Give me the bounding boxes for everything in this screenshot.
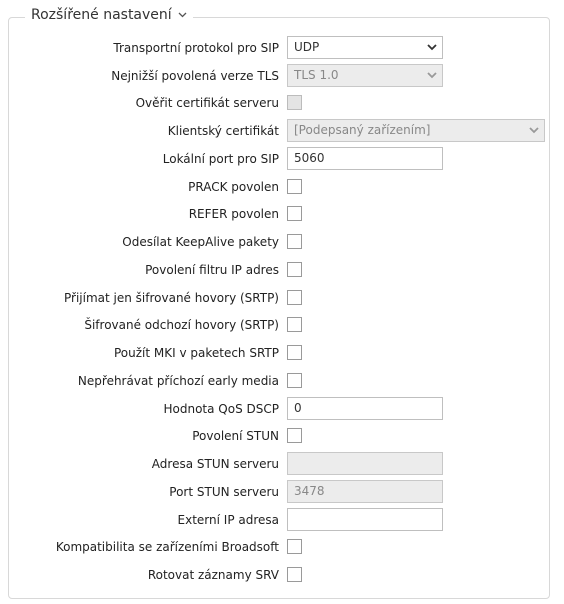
srv-rotate-label: Rotovat záznamy SRV: [147, 568, 279, 582]
row-srv-rotate: [0, 563, 564, 587]
client-cert-label: Klientský certifikát: [167, 124, 279, 138]
early-media-label: Nepřehrávat příchozí early media: [77, 374, 279, 388]
ip-filter-checkbox[interactable]: [287, 262, 302, 277]
ip-filter-label: Povolení filtru IP adres: [145, 263, 279, 277]
chevron-down-icon: [529, 126, 539, 134]
mki-label: Použít MKI v paketech SRTP: [113, 346, 279, 360]
tls-min-value: TLS 1.0: [294, 68, 339, 82]
ext-ip-input[interactable]: [287, 508, 443, 531]
transport-value: UDP: [294, 40, 320, 54]
verify-cert-label: Ověřit certifikát serveru: [135, 96, 279, 110]
chevron-down-icon: [178, 10, 187, 21]
row-verify-cert: [0, 91, 564, 115]
row-mki: [0, 341, 564, 365]
row-stun-addr: [0, 452, 564, 476]
row-srtp-only: [0, 286, 564, 310]
broadsoft-label: Kompatibilita se zařízeními Broadsoft: [55, 540, 279, 554]
stun-addr-input[interactable]: [287, 452, 443, 475]
row-local-port: [0, 147, 564, 171]
chevron-down-icon: [427, 43, 437, 51]
row-ext-ip: [0, 508, 564, 532]
refer-checkbox[interactable]: [287, 206, 302, 221]
stun-addr-label: Adresa STUN serveru: [151, 457, 279, 471]
row-transport: [0, 36, 564, 60]
client-cert-select[interactable]: [287, 119, 545, 142]
local-port-label: Lokální port pro SIP: [162, 152, 279, 166]
row-keepalive: [0, 230, 564, 254]
row-refer: [0, 202, 564, 226]
row-early-media: [0, 369, 564, 393]
row-broadsoft: [0, 535, 564, 559]
client-cert-value: [Podepsaný zařízením]: [294, 123, 431, 137]
section-header[interactable]: [25, 7, 193, 23]
row-prack: [0, 175, 564, 199]
local-port-value: 5060: [294, 151, 325, 165]
local-port-input[interactable]: [287, 147, 443, 170]
qos-input[interactable]: [287, 397, 443, 420]
qos-label: Hodnota QoS DSCP: [163, 402, 279, 416]
stun-port-label: Port STUN serveru: [169, 485, 279, 499]
chevron-down-icon: [427, 71, 437, 79]
refer-label: REFER povolen: [188, 207, 279, 221]
qos-value: 0: [294, 401, 302, 415]
row-client-cert: [0, 119, 564, 143]
srtp-out-label: Šifrované odchozí hovory (SRTP): [84, 318, 279, 332]
srv-rotate-checkbox[interactable]: [287, 567, 302, 582]
stun-enable-label: Povolení STUN: [192, 429, 279, 443]
srtp-only-checkbox[interactable]: [287, 290, 302, 305]
row-tls-min: [0, 64, 564, 88]
transport-label: Transportní protokol pro SIP: [113, 41, 279, 55]
row-ip-filter: [0, 258, 564, 282]
srtp-out-checkbox[interactable]: [287, 317, 302, 332]
transport-select[interactable]: [287, 36, 443, 59]
mki-checkbox[interactable]: [287, 345, 302, 360]
ext-ip-label: Externí IP adresa: [177, 513, 279, 527]
row-stun-enable: [0, 424, 564, 448]
tls-min-select[interactable]: [287, 64, 443, 87]
broadsoft-checkbox[interactable]: [287, 539, 302, 554]
tls-min-label: Nejnižší povolená verze TLS: [111, 69, 279, 83]
early-media-checkbox[interactable]: [287, 373, 302, 388]
srtp-only-label: Přijímat jen šifrované hovory (SRTP): [64, 291, 279, 305]
keepalive-label: Odesílat KeepAlive pakety: [122, 235, 279, 249]
keepalive-checkbox[interactable]: [287, 234, 302, 249]
prack-checkbox[interactable]: [287, 179, 302, 194]
stun-port-input[interactable]: [287, 480, 443, 503]
verify-cert-checkbox[interactable]: [287, 95, 302, 110]
row-stun-port: [0, 480, 564, 504]
row-srtp-out: [0, 313, 564, 337]
stun-port-value: 3478: [294, 484, 325, 498]
row-qos: [0, 397, 564, 421]
stun-enable-checkbox[interactable]: [287, 428, 302, 443]
section-title: Rozšířené nastavení: [31, 7, 172, 23]
prack-label: PRACK povolen: [188, 180, 279, 194]
